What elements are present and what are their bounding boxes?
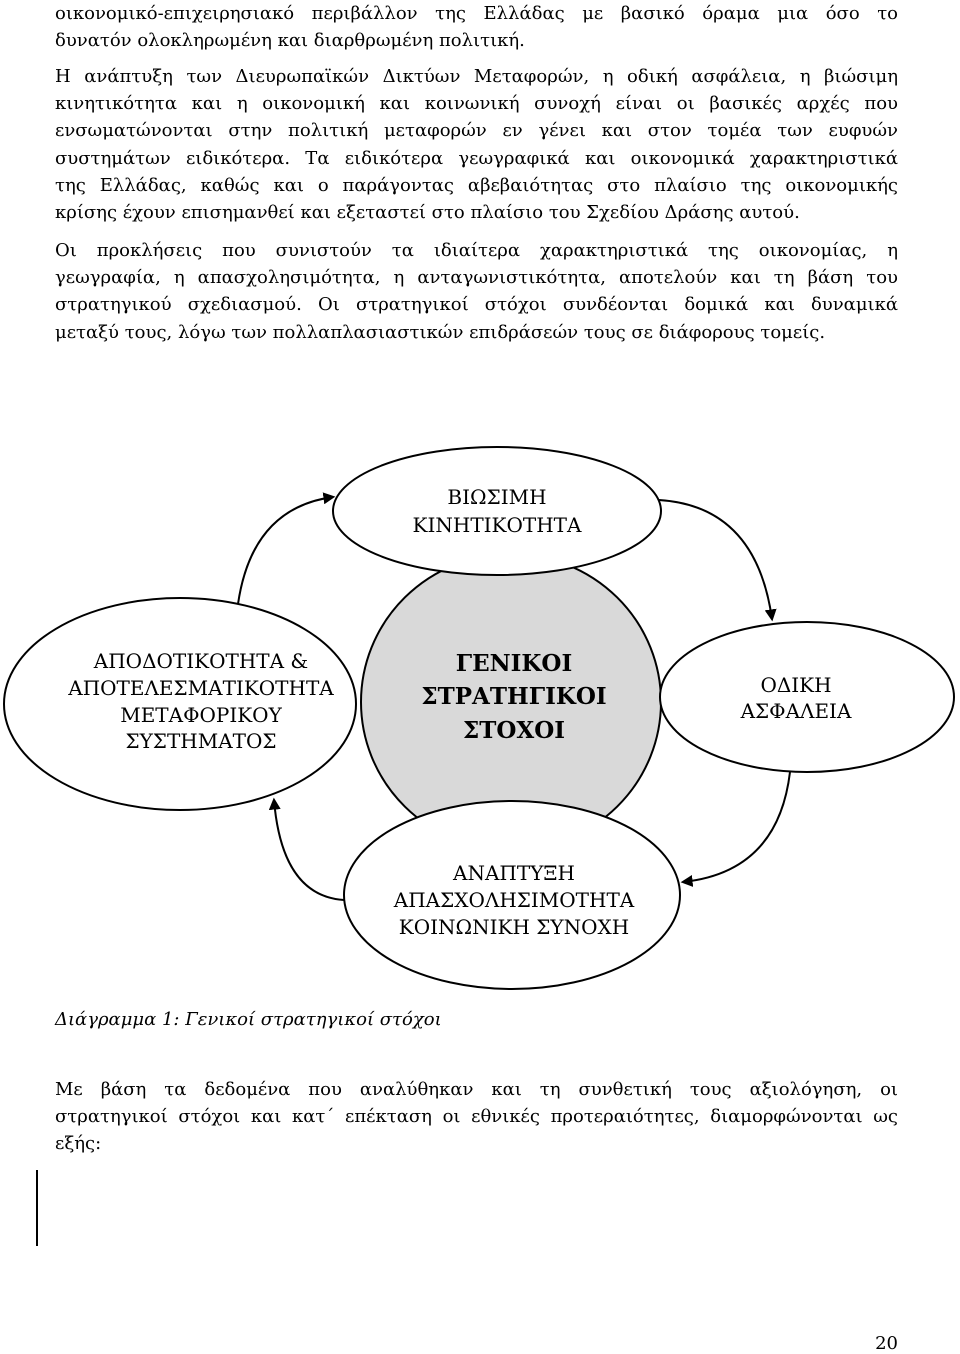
page-number: 20 xyxy=(875,1333,898,1354)
paragraph-line: ενσωματώνονται στην πολιτική μεταφορών εν γένει και στον τομέα των ευφυών xyxy=(55,120,898,142)
strategic-goals-diagram xyxy=(0,430,960,1010)
cycle-arrow-right-to-bottom xyxy=(683,772,790,882)
left-node-label-line: ΣΥΣΤΗΜΑΤΟΣ xyxy=(125,729,277,753)
bottom-node-label-line: ΑΝΑΠΤΥΞΗ xyxy=(453,861,575,885)
paragraph-line: Με βάση τα δεδομένα που αναλύθηκαν και τη συνθετική τους αξιολόγηση, οι xyxy=(55,1079,898,1100)
paragraph-line: της Ελλάδας, καθώς και ο παράγοντας αβεβαιότητας στο πλαίσιο της οικονομικής xyxy=(55,174,898,196)
paragraph-line: δυνατόν ολοκληρωμένη και διαρθρωμένη πολιτική. xyxy=(55,30,525,52)
paragraph-line: κρίσης έχουν επισημανθεί και εξεταστεί στο πλαίσιο του Σχεδίου Δράσης αυτού. xyxy=(55,201,800,223)
top-goal-ellipse xyxy=(333,447,661,575)
right-node-label-line: ΑΣΦΑΛΕΙΑ xyxy=(740,699,852,723)
cycle-arrow-top-to-right xyxy=(659,500,772,619)
top-node-label-line: ΚΙΝΗΤΙΚΟΤΗΤΑ xyxy=(412,513,582,537)
bottom-node-label-line: ΑΠΑΣΧΟΛΗΣΙΜΟΤΗΤΑ xyxy=(393,888,635,912)
cycle-arrow-left-to-top xyxy=(238,497,333,604)
center-goal-label-line: ΓΕΝΙΚΟΙ xyxy=(455,650,573,677)
figure-caption: Διάγραμμα 1: Γενικοί στρατηγικοί στόχοι xyxy=(55,1009,442,1030)
center-goal-label-line: ΣΤΟΧΟΙ xyxy=(462,717,566,744)
paragraph-line: στρατηγικού σχεδιασμού. Οι στρατηγικοί στόχοι συνδέονται δομικά και δυναμικά xyxy=(55,294,898,316)
body-paragraph xyxy=(55,237,898,346)
paragraph-line: εξής: xyxy=(55,1133,102,1155)
body-paragraph xyxy=(55,1076,898,1158)
paragraph-line: Η ανάπτυξη των Διευρωπαϊκών Δικτύων Μεταφορών, η οδική ασφάλεια, η βιώσιμη xyxy=(55,66,898,87)
paragraph-line: Οι προκλήσεις που συνιστούν τα ιδιαίτερα χαρακτηριστικά της οικονομίας, η xyxy=(55,240,898,261)
right-goal-ellipse xyxy=(660,622,954,772)
bottom-node-label-line: ΚΟΙΝΩΝΙΚΗ ΣΥΝΟΧΗ xyxy=(398,915,630,939)
left-node-label-line: ΑΠΟΤΕΛΕΣΜΑΤΙΚΟΤΗΤΑ xyxy=(68,676,334,700)
left-node-label-line: ΜΕΤΑΦΟΡΙΚΟΥ xyxy=(120,703,282,727)
paragraph-line: οικονομικό-επιχειρησιακό περιβάλλον της Ελλάδας με βασικό όραμα μια όσο το xyxy=(55,3,898,24)
margin-rule-line xyxy=(36,1170,38,1246)
center-goal-label-line: ΣΤΡΑΤΗΓΙΚΟΙ xyxy=(421,683,607,710)
body-paragraph xyxy=(55,63,898,226)
paragraph-line: συστημάτων ειδικότερα. Τα ειδικότερα γεωγραφικά και οικονομικά χαρακτηριστικά xyxy=(55,147,898,169)
right-node-label-line: ΟΔΙΚΗ xyxy=(760,673,832,697)
paragraph-line: γεωγραφία, η απασχολησιμότητα, η ανταγωνιστικότητα, αποτελούν και τη βάση του xyxy=(55,267,898,289)
paragraph-line: στρατηγικοί στόχοι και κατ΄ επέκταση οι εθνικές προτεραιότητες, διαμορφώνονται ως xyxy=(55,1106,898,1128)
left-node-label-line: ΑΠΟΔΟΤΙΚΟΤΗΤΑ & xyxy=(93,649,309,673)
paragraph-line: κινητικότητα και η οικονομική και κοινωνική συνοχή είναι οι βασικές αρχές που xyxy=(55,93,898,115)
top-node-label-line: ΒΙΩΣΙΜΗ xyxy=(447,485,547,509)
paragraph-line: μεταξύ τους, λόγω των πολλαπλασιαστικών επιδράσεών τους σε διάφορους τομείς. xyxy=(55,321,826,343)
cycle-arrow-bottom-to-left xyxy=(274,800,344,900)
body-paragraph xyxy=(55,0,898,54)
